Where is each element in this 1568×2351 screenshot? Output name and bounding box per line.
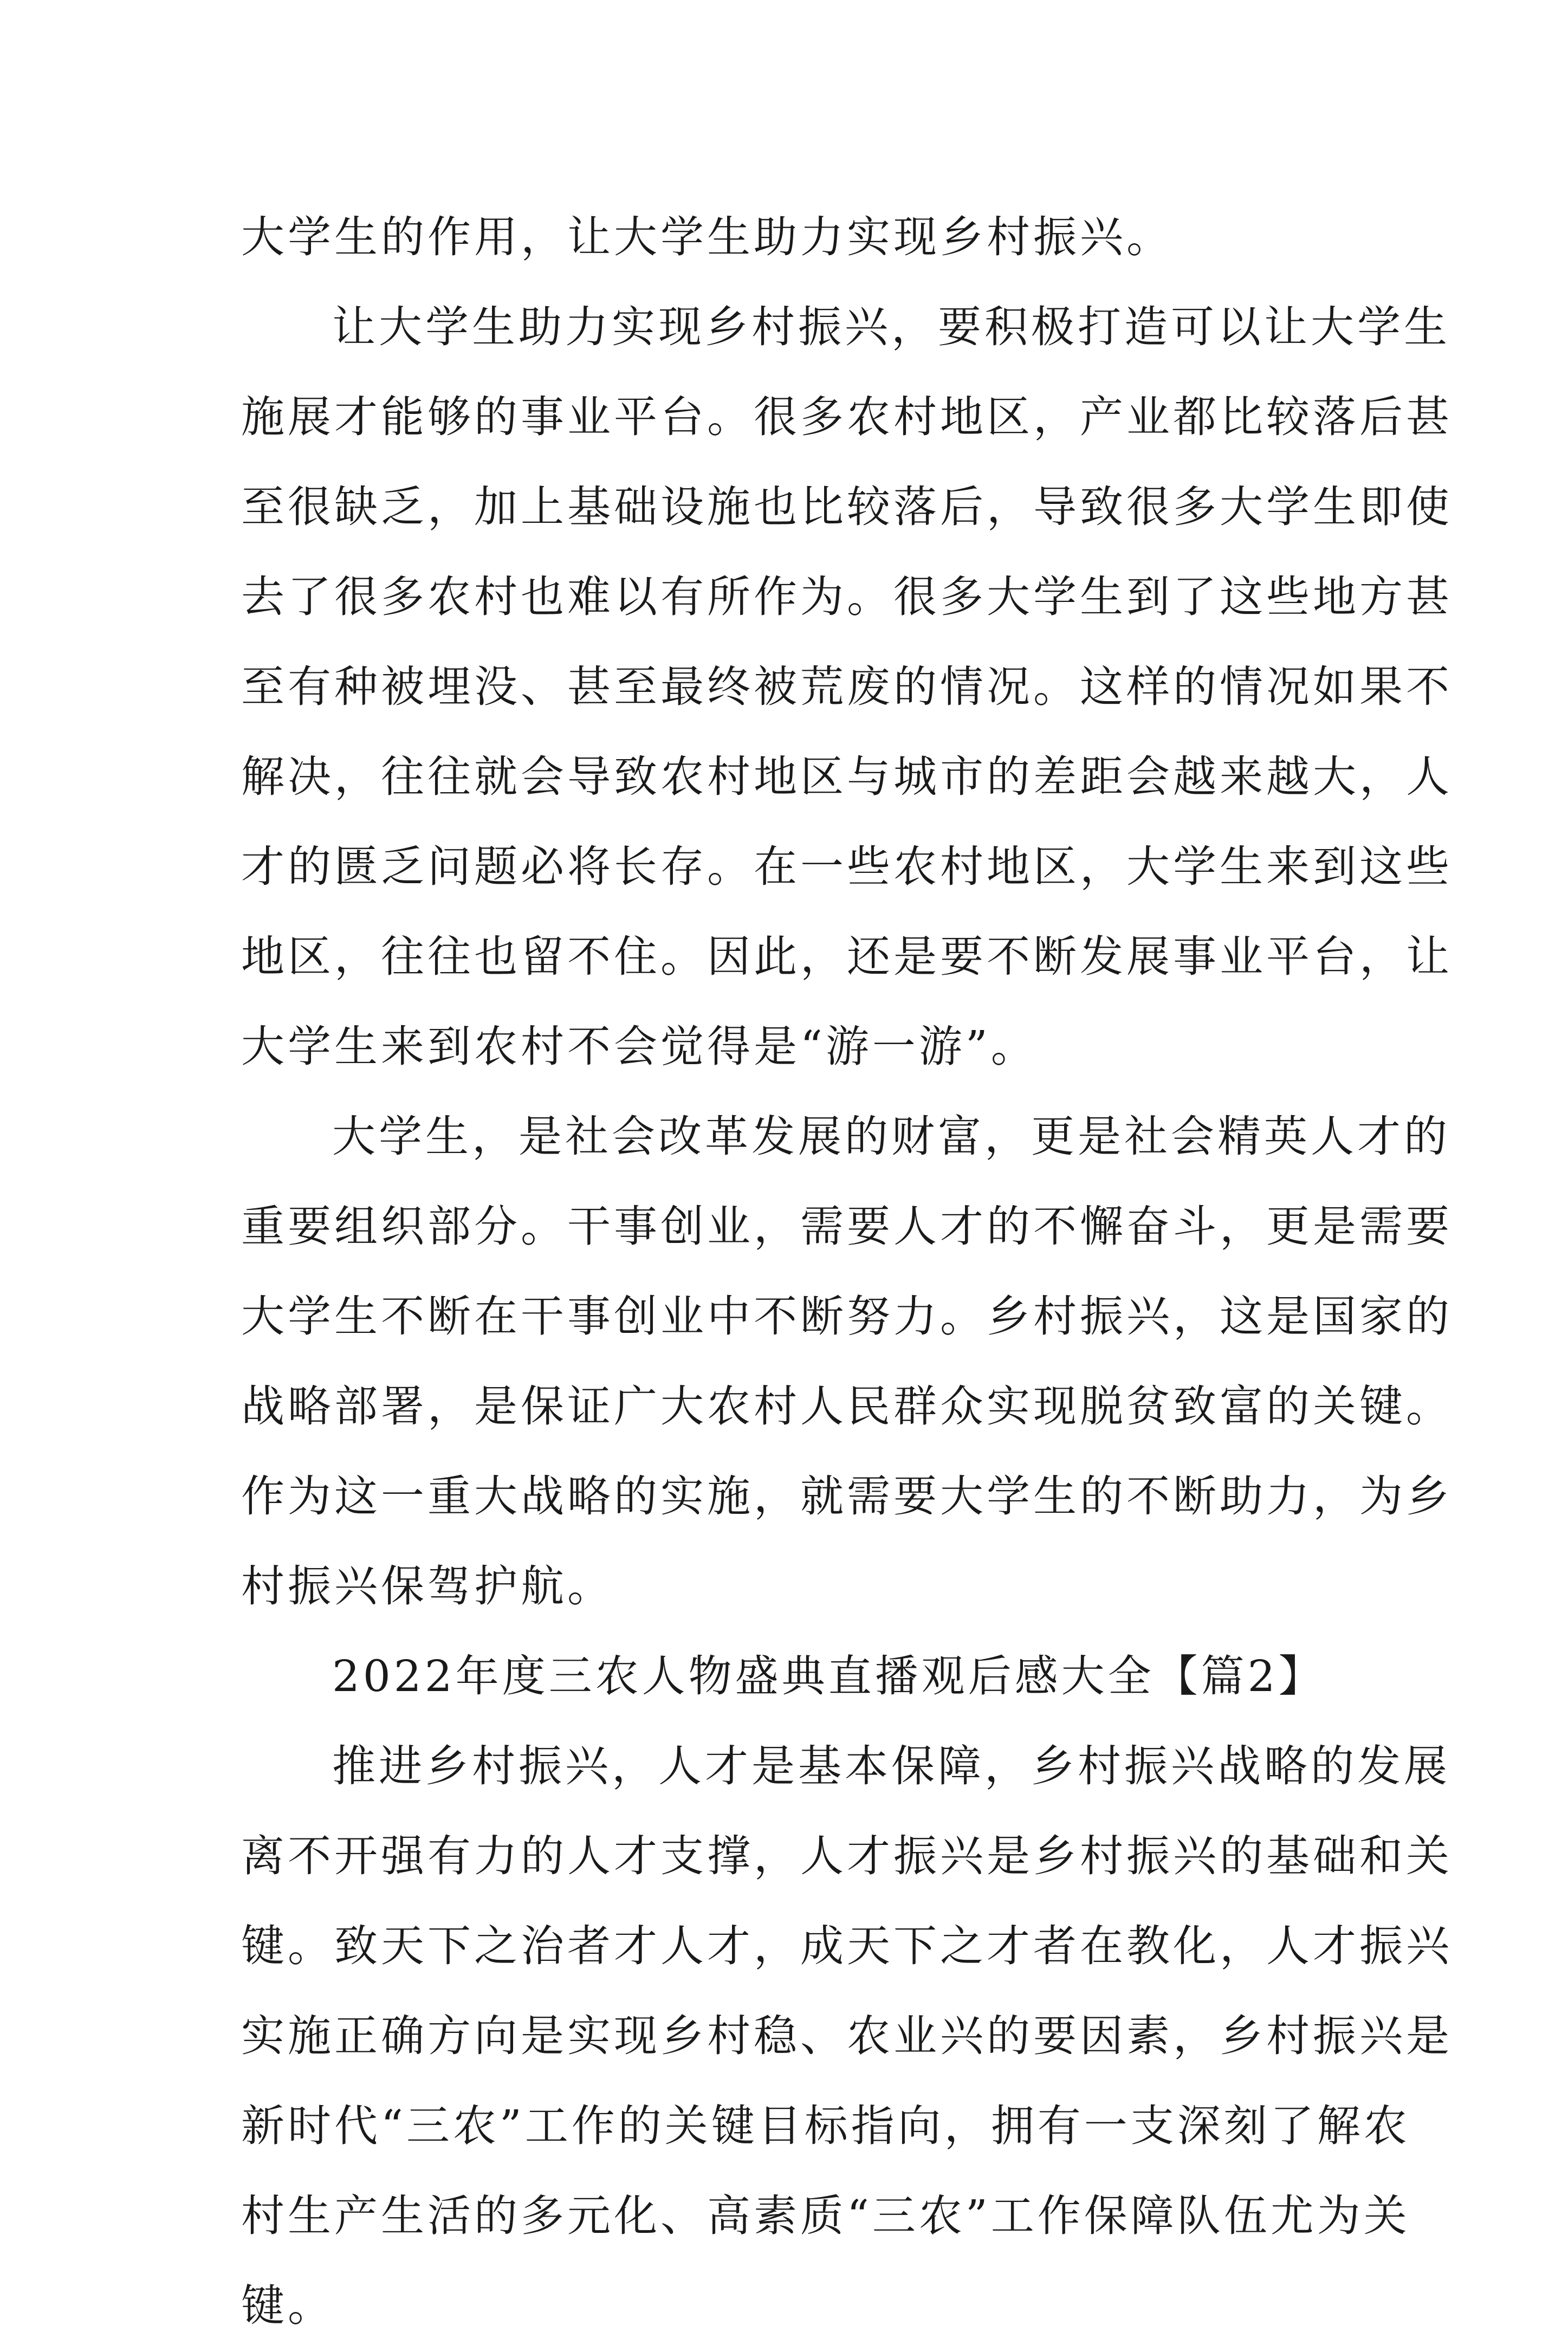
text-line: 战略部署，是保证广大农村人民群众实现脱贫致富的关键。 [241, 1381, 1453, 1432]
text-line: 键。 [241, 2281, 334, 2331]
text-line: 离不开强有力的人才支撑，人才振兴是乡村振兴的基础和关 [241, 1831, 1453, 1881]
section-heading: 2022年度三农人物盛典直播观后感大全【篇2】 [332, 1651, 1325, 1701]
text-line: 解决，往往就会导致农村地区与城市的差距会越来越大，人 [241, 752, 1453, 802]
text-line: 重要组织部分。干事创业，需要人才的不懈奋斗，更是需要 [241, 1201, 1453, 1252]
text-line: 大学生不断在干事创业中不断努力。乡村振兴，这是国家的 [241, 1291, 1453, 1342]
text-line: 地区，往往也留不住。因此，还是要不断发展事业平台，让 [241, 931, 1453, 982]
text-line: 键。致天下之治者才人才，成天下之才者在教化，人才振兴 [241, 1921, 1453, 1971]
text-line: 村生产生活的多元化、高素质“三农”工作保障队伍尤为关 [241, 2191, 1410, 2241]
text-line: 村振兴保驾护航。 [241, 1561, 614, 1611]
paragraph-first-line: 推进乡村振兴，人才是基本保障，乡村振兴战略的发展 [332, 1741, 1450, 1791]
text-line: 才的匮乏问题必将长存。在一些农村地区，大学生来到这些 [241, 841, 1453, 892]
text-line: 新时代“三农”工作的关键目标指向，拥有一支深刻了解农 [241, 2101, 1410, 2151]
paragraph-first-line: 让大学生助力实现乡村振兴，要积极打造可以让大学生 [332, 302, 1450, 352]
text-line: 至很缺乏，加上基础设施也比较落后，导致很多大学生即使 [241, 482, 1453, 532]
text-line: 大学生的作用，让大学生助力实现乡村振兴。 [241, 212, 1173, 262]
text-line: 作为这一重大战略的实施，就需要大学生的不断助力，为乡 [241, 1471, 1453, 1521]
paragraph-first-line: 大学生，是社会改革发展的财富，更是社会精英人才的 [332, 1111, 1450, 1162]
text-line: 至有种被埋没、甚至最终被荒废的情况。这样的情况如果不 [241, 662, 1453, 712]
text-line: 实施正确方向是实现乡村稳、农业兴的要因素，乡村振兴是 [241, 2011, 1453, 2061]
text-line: 大学生来到农村不会觉得是“游一游”。 [241, 1021, 1038, 1072]
text-line: 施展才能够的事业平台。很多农村地区，产业都比较落后甚 [241, 392, 1453, 442]
text-line: 去了很多农村也难以有所作为。很多大学生到了这些地方甚 [241, 572, 1453, 622]
document-body [241, 192, 1453, 2351]
